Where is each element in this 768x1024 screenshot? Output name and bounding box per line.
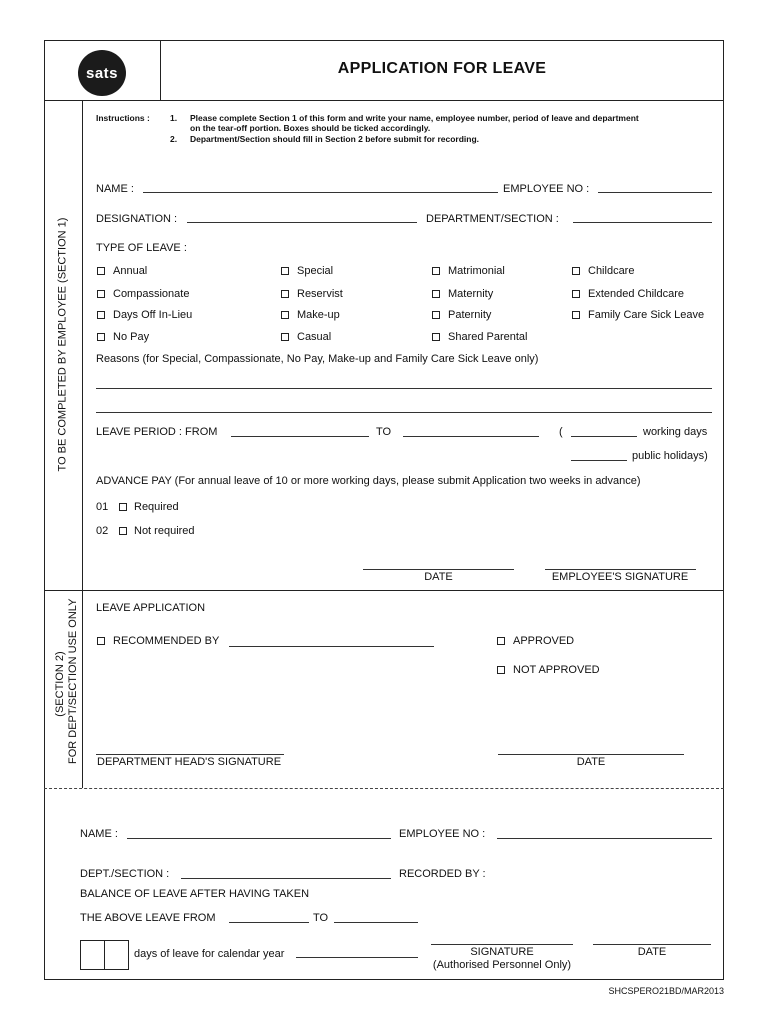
instruction-2-number: 2. xyxy=(170,134,178,144)
compassionate-label: Compassionate xyxy=(113,288,190,300)
leave-period-to-label: TO xyxy=(376,426,392,438)
leave-period-to-field[interactable] xyxy=(403,436,539,437)
special-checkbox[interactable] xyxy=(281,267,289,275)
leave-period-from-field[interactable] xyxy=(231,436,369,437)
paternity-checkbox[interactable] xyxy=(432,311,440,319)
tearoff-signature-label: SIGNATURE xyxy=(470,946,534,958)
matrimonial-checkbox[interactable] xyxy=(432,267,440,275)
approved-checkbox[interactable] xyxy=(497,637,505,645)
department-label: DEPARTMENT/SECTION : xyxy=(426,213,559,225)
childcare-checkbox[interactable] xyxy=(572,267,580,275)
tearoff-authorised-label: (Authorised Personnel Only) xyxy=(432,959,572,971)
approved-label: APPROVED xyxy=(513,635,575,647)
sats-logo xyxy=(78,50,126,96)
required-checkbox[interactable] xyxy=(119,503,127,511)
section-1-date-label: DATE xyxy=(424,571,453,583)
tearoff-name-label: NAME : xyxy=(80,828,118,840)
not-approved-label: NOT APPROVED xyxy=(513,664,600,676)
reasons-line-1[interactable] xyxy=(96,388,712,389)
tearoff-days-box-2[interactable] xyxy=(104,940,129,970)
name-label: NAME : xyxy=(96,183,134,195)
department-field[interactable] xyxy=(573,222,712,223)
tearoff-to-label: TO xyxy=(313,912,329,924)
reservist-label: Reservist xyxy=(297,288,343,300)
employee-signature-field[interactable] xyxy=(545,569,696,570)
paternity-label: Paternity xyxy=(448,309,492,321)
not-required-label: Not required xyxy=(134,525,195,537)
recommended-by-checkbox[interactable] xyxy=(97,637,105,645)
instruction-1-number: 1. xyxy=(170,113,178,123)
instructions-label: Instructions : xyxy=(96,113,150,123)
logo-text: sats xyxy=(85,64,119,82)
tearoff-days-box-1[interactable] xyxy=(80,940,105,970)
family-care-sick-leave-label: Family Care Sick Leave xyxy=(588,309,705,321)
make-up-label: Make-up xyxy=(297,309,340,321)
section-divider xyxy=(44,590,724,591)
reasons-line-2[interactable] xyxy=(96,412,712,413)
advance-pay-label: ADVANCE PAY (For annual leave of 10 or more working days, please submit Application two weeks in advance) xyxy=(96,475,641,487)
instruction-1-line-2: on the tear-off portion. Boxes should be ticked accordingly. xyxy=(190,123,431,133)
instruction-1-line-1: Please complete Section 1 of this form and write your name, employee number, period of leave and department xyxy=(190,113,639,123)
section-2-date-field[interactable] xyxy=(498,754,684,755)
option-01-number: 01 xyxy=(96,501,109,513)
leave-application-label: LEAVE APPLICATION xyxy=(96,602,206,614)
type-of-leave-label: TYPE OF LEAVE : xyxy=(96,242,187,254)
tearoff-days-of-leave-label: days of leave for calendar year xyxy=(134,948,285,960)
tearoff-name-field[interactable] xyxy=(127,838,391,839)
public-holidays-label: public holidays) xyxy=(632,450,708,462)
tearoff-balance-label: BALANCE OF LEAVE AFTER HAVING TAKEN xyxy=(80,888,310,900)
tearoff-recorded-by-label: RECORDED BY : xyxy=(399,868,486,880)
logo-divider xyxy=(160,40,161,100)
employee-signature-label: EMPLOYEE'S SIGNATURE xyxy=(551,571,689,583)
employee-no-field[interactable] xyxy=(598,192,712,193)
tearoff-date-label: DATE xyxy=(637,946,667,958)
special-label: Special xyxy=(297,265,334,277)
tearoff-leave-to-field[interactable] xyxy=(334,922,418,923)
section-1-side-label: TO BE COMPLETED BY EMPLOYEE (SECTION 1) xyxy=(56,217,69,472)
no-pay-label: No Pay xyxy=(113,331,150,343)
dept-head-signature-label: DEPARTMENT HEAD'S SIGNATURE xyxy=(97,756,282,768)
tearoff-calendar-year-field[interactable] xyxy=(296,957,418,958)
section-2-side-label-line-2: FOR DEPT/SECTION USE ONLY xyxy=(67,598,79,764)
instruction-2-text: Department/Section should fill in Section 2 before submit for recording. xyxy=(190,134,480,144)
recommended-by-field[interactable] xyxy=(229,646,434,647)
tearoff-dept-section-field[interactable] xyxy=(181,878,391,879)
section-2-date-label: DATE xyxy=(576,756,606,768)
section-1-date-field[interactable] xyxy=(363,569,514,570)
matrimonial-label: Matrimonial xyxy=(448,265,505,277)
extended-childcare-checkbox[interactable] xyxy=(572,290,580,298)
open-parenthesis: ( xyxy=(559,426,563,438)
childcare-label: Childcare xyxy=(588,265,635,277)
days-off-in-lieu-checkbox[interactable] xyxy=(97,311,105,319)
name-field[interactable] xyxy=(143,192,498,193)
shared-parental-label: Shared Parental xyxy=(448,331,528,343)
section-2-side-label-line-1: (SECTION 2) xyxy=(54,651,66,717)
designation-field[interactable] xyxy=(187,222,417,223)
annual-label: Annual xyxy=(113,265,148,277)
working-days-field[interactable] xyxy=(571,436,637,437)
no-pay-checkbox[interactable] xyxy=(97,333,105,341)
option-02-number: 02 xyxy=(96,525,109,537)
working-days-label: working days xyxy=(643,426,708,438)
tear-off-line xyxy=(44,788,724,789)
maternity-label: Maternity xyxy=(448,288,494,300)
shared-parental-checkbox[interactable] xyxy=(432,333,440,341)
recommended-by-label: RECOMMENDED BY xyxy=(113,635,220,647)
make-up-checkbox[interactable] xyxy=(281,311,289,319)
leave-period-label: LEAVE PERIOD : FROM xyxy=(96,426,218,438)
tearoff-employee-no-label: EMPLOYEE NO : xyxy=(399,828,486,840)
required-label: Required xyxy=(134,501,179,513)
tearoff-dept-section-label: DEPT./SECTION : xyxy=(80,868,170,880)
tearoff-above-leave-from-label: THE ABOVE LEAVE FROM xyxy=(80,912,216,924)
extended-childcare-label: Extended Childcare xyxy=(588,288,685,300)
form-code: SHCSPERO21BD/MAR2013 xyxy=(608,986,724,996)
tearoff-employee-no-field[interactable] xyxy=(497,838,712,839)
compassionate-checkbox[interactable] xyxy=(97,290,105,298)
reasons-label: Reasons (for Special, Compassionate, No Pay, Make-up and Family Care Sick Leave only) xyxy=(96,353,539,365)
not-approved-checkbox[interactable] xyxy=(497,666,505,674)
days-off-in-lieu-label: Days Off In-Lieu xyxy=(113,309,193,321)
header-divider xyxy=(44,100,724,101)
reservist-checkbox[interactable] xyxy=(281,290,289,298)
designation-label: DESIGNATION : xyxy=(96,213,178,225)
casual-label: Casual xyxy=(297,331,332,343)
employee-no-label: EMPLOYEE NO : xyxy=(503,183,590,195)
form-title: APPLICATION FOR LEAVE xyxy=(337,60,547,77)
dept-head-signature-field[interactable] xyxy=(96,754,284,755)
tearoff-leave-from-field[interactable] xyxy=(229,922,309,923)
maternity-checkbox[interactable] xyxy=(432,290,440,298)
casual-checkbox[interactable] xyxy=(281,333,289,341)
section-2-side-label xyxy=(54,598,82,764)
side-column-divider xyxy=(82,100,83,788)
family-care-sick-leave-checkbox[interactable] xyxy=(572,311,580,319)
annual-checkbox[interactable] xyxy=(97,267,105,275)
tearoff-date-field[interactable] xyxy=(593,944,711,945)
public-holidays-field[interactable] xyxy=(571,460,627,461)
not-required-checkbox[interactable] xyxy=(119,527,127,535)
tearoff-signature-field[interactable] xyxy=(431,944,573,945)
